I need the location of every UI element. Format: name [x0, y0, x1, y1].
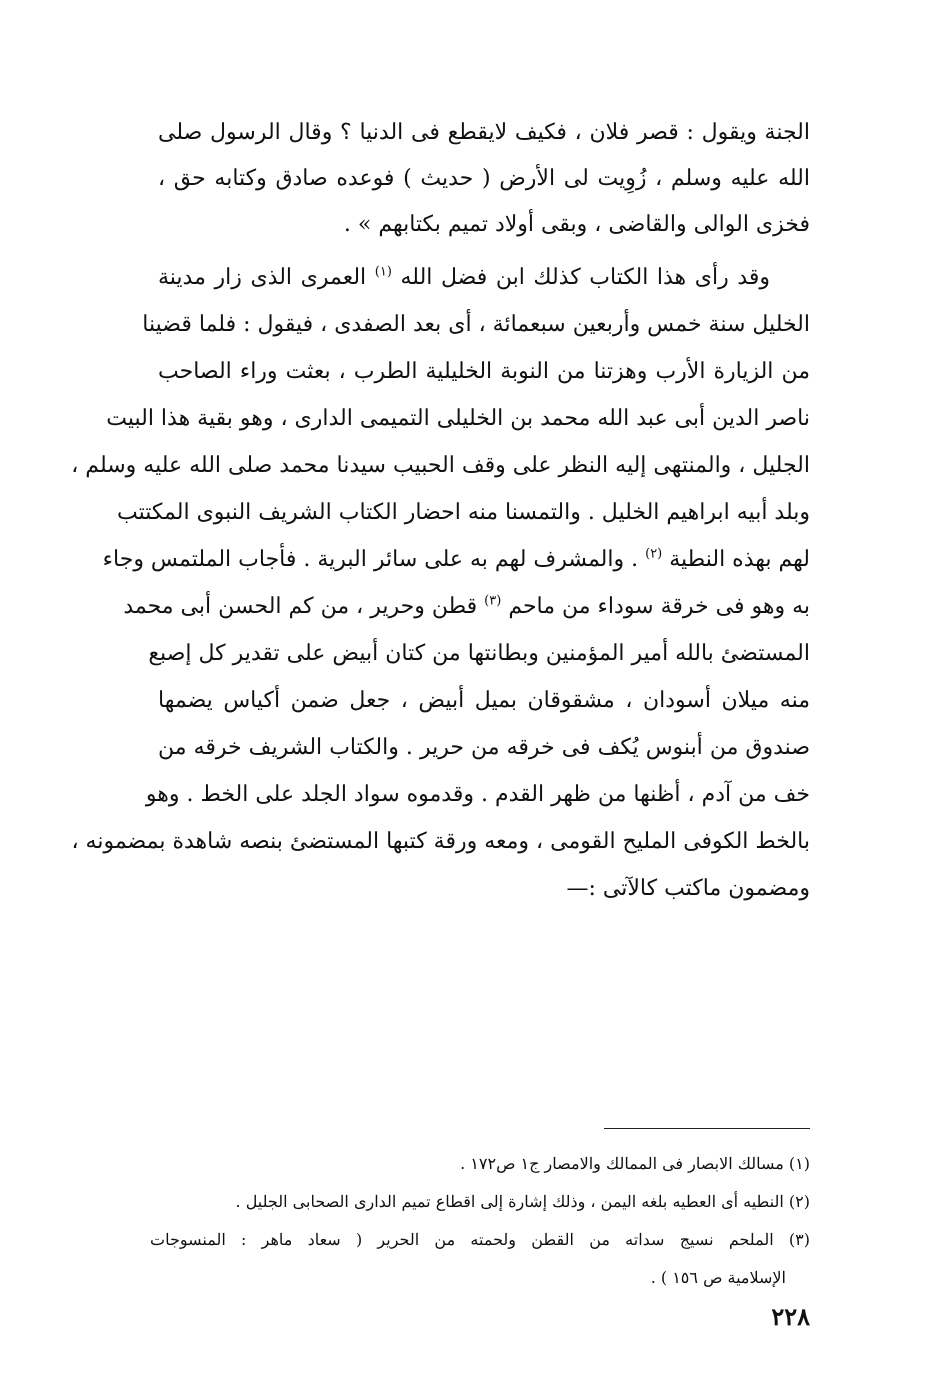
text-line: الجنة ويقول : قصر فلان ، فكيف لايقطع فى الدنيا ؟ وقال الرسول صلى	[158, 120, 810, 145]
footnote-ref-2[interactable]: (٢)	[645, 546, 663, 562]
footnote-ref-3[interactable]: (٣)	[484, 593, 502, 609]
footnote-1: (١) مسالك الابصار فى الممالك والامصار ج١ ص١٧٢ .	[460, 1154, 810, 1173]
text-line: منه ميلان أسودان ، مشقوقان بميل أبيض ، جعل ضمن أكياس يضمها	[158, 688, 810, 713]
text-line	[158, 254, 810, 301]
text-segment: قطن وحرير ، من كم الحسن أبى محمد	[123, 594, 478, 619]
footnote-3-continued: الإسلامية ص ١٥٦ ) .	[650, 1268, 786, 1287]
footnote-3: (٣) الملحم نسيج سداته من القطن ولحمته من الحرير ( سعاد ماهر : المنسوجات	[150, 1230, 810, 1249]
text-line	[102, 536, 810, 583]
text-line: صندوق من أبنوس يُكف فى خرقه من حرير . والكتاب الشريف خرقه من	[158, 735, 810, 760]
footnote-2: (٢) النطيه أى العطيه بلغه اليمن ، وذلك إشارة إلى اقطاع تميم الدارى الصحابى الجليل .	[235, 1192, 810, 1211]
text-line: الجليل ، والمنتهى إليه النظر على وقف الحبيب سيدنا محمد صلى الله عليه وسلم ،	[71, 453, 810, 478]
footnotes	[150, 1145, 810, 1297]
text-line: ناصر الدين أبى عبد الله محمد بن الخليلى التميمى الدارى ، وهو بقية هذا البيت	[106, 406, 810, 431]
text-segment: لهم بهذه النطية	[669, 547, 810, 572]
text-line: الله عليه وسلم ، زُوِيت لى الأرض ( حديث ) فوعده صادق وكتابه حق ،	[158, 166, 810, 191]
text-line: الخليل سنة خمس وأربعين سبعمائة ، أى بعد الصفدى ، فيقول : فلما قضينا	[142, 312, 810, 337]
text-line: بالخط الكوفى المليح القومى ، ومعه ورقة كتبها المستضئ بنصه شاهدة بمضمونه ،	[71, 829, 810, 854]
paragraph-2	[71, 254, 810, 912]
text-line: ومضمون ماكتب كالآتى :—	[566, 876, 810, 901]
footnote-divider	[604, 1128, 810, 1129]
text-line: من الزيارة الأرب وهزتنا من النوبة الخليلية الطرب ، بعثت وراء الصاحب	[158, 359, 810, 384]
footnote-ref-1[interactable]: (١)	[374, 264, 392, 280]
text-segment: . والمشرف لهم به على سائر البرية . فأجاب الملتمس وجاء	[102, 547, 639, 572]
text-segment: العمرى الذى زار مدينة	[158, 265, 367, 290]
text-line: المستضئ بالله أمير المؤمنين وبطانتها من كتان أبيض على تقدير كل إصبع	[148, 641, 810, 666]
page-number: ٢٢٨	[771, 1302, 810, 1331]
text-line: خف من آدم ، أظنها من ظهر القدم . وقدموه سواد الجلد على الخط . وهو	[145, 782, 810, 807]
text-line	[123, 583, 810, 630]
text-line: فخزى الوالى والقاضى ، وبقى أولاد تميم بكتابهم » .	[343, 212, 810, 237]
paragraph-1	[158, 110, 810, 248]
text-segment: وقد رأى هذا الكتاب كذلك ابن فضل الله	[400, 265, 771, 290]
text-line: وبلد أبيه ابراهيم الخليل . والتمسنا منه احضار الكتاب الشريف النبوى المكتتب	[117, 500, 810, 525]
text-segment: به وهو فى خرقة سوداء من ماحم	[508, 594, 810, 619]
